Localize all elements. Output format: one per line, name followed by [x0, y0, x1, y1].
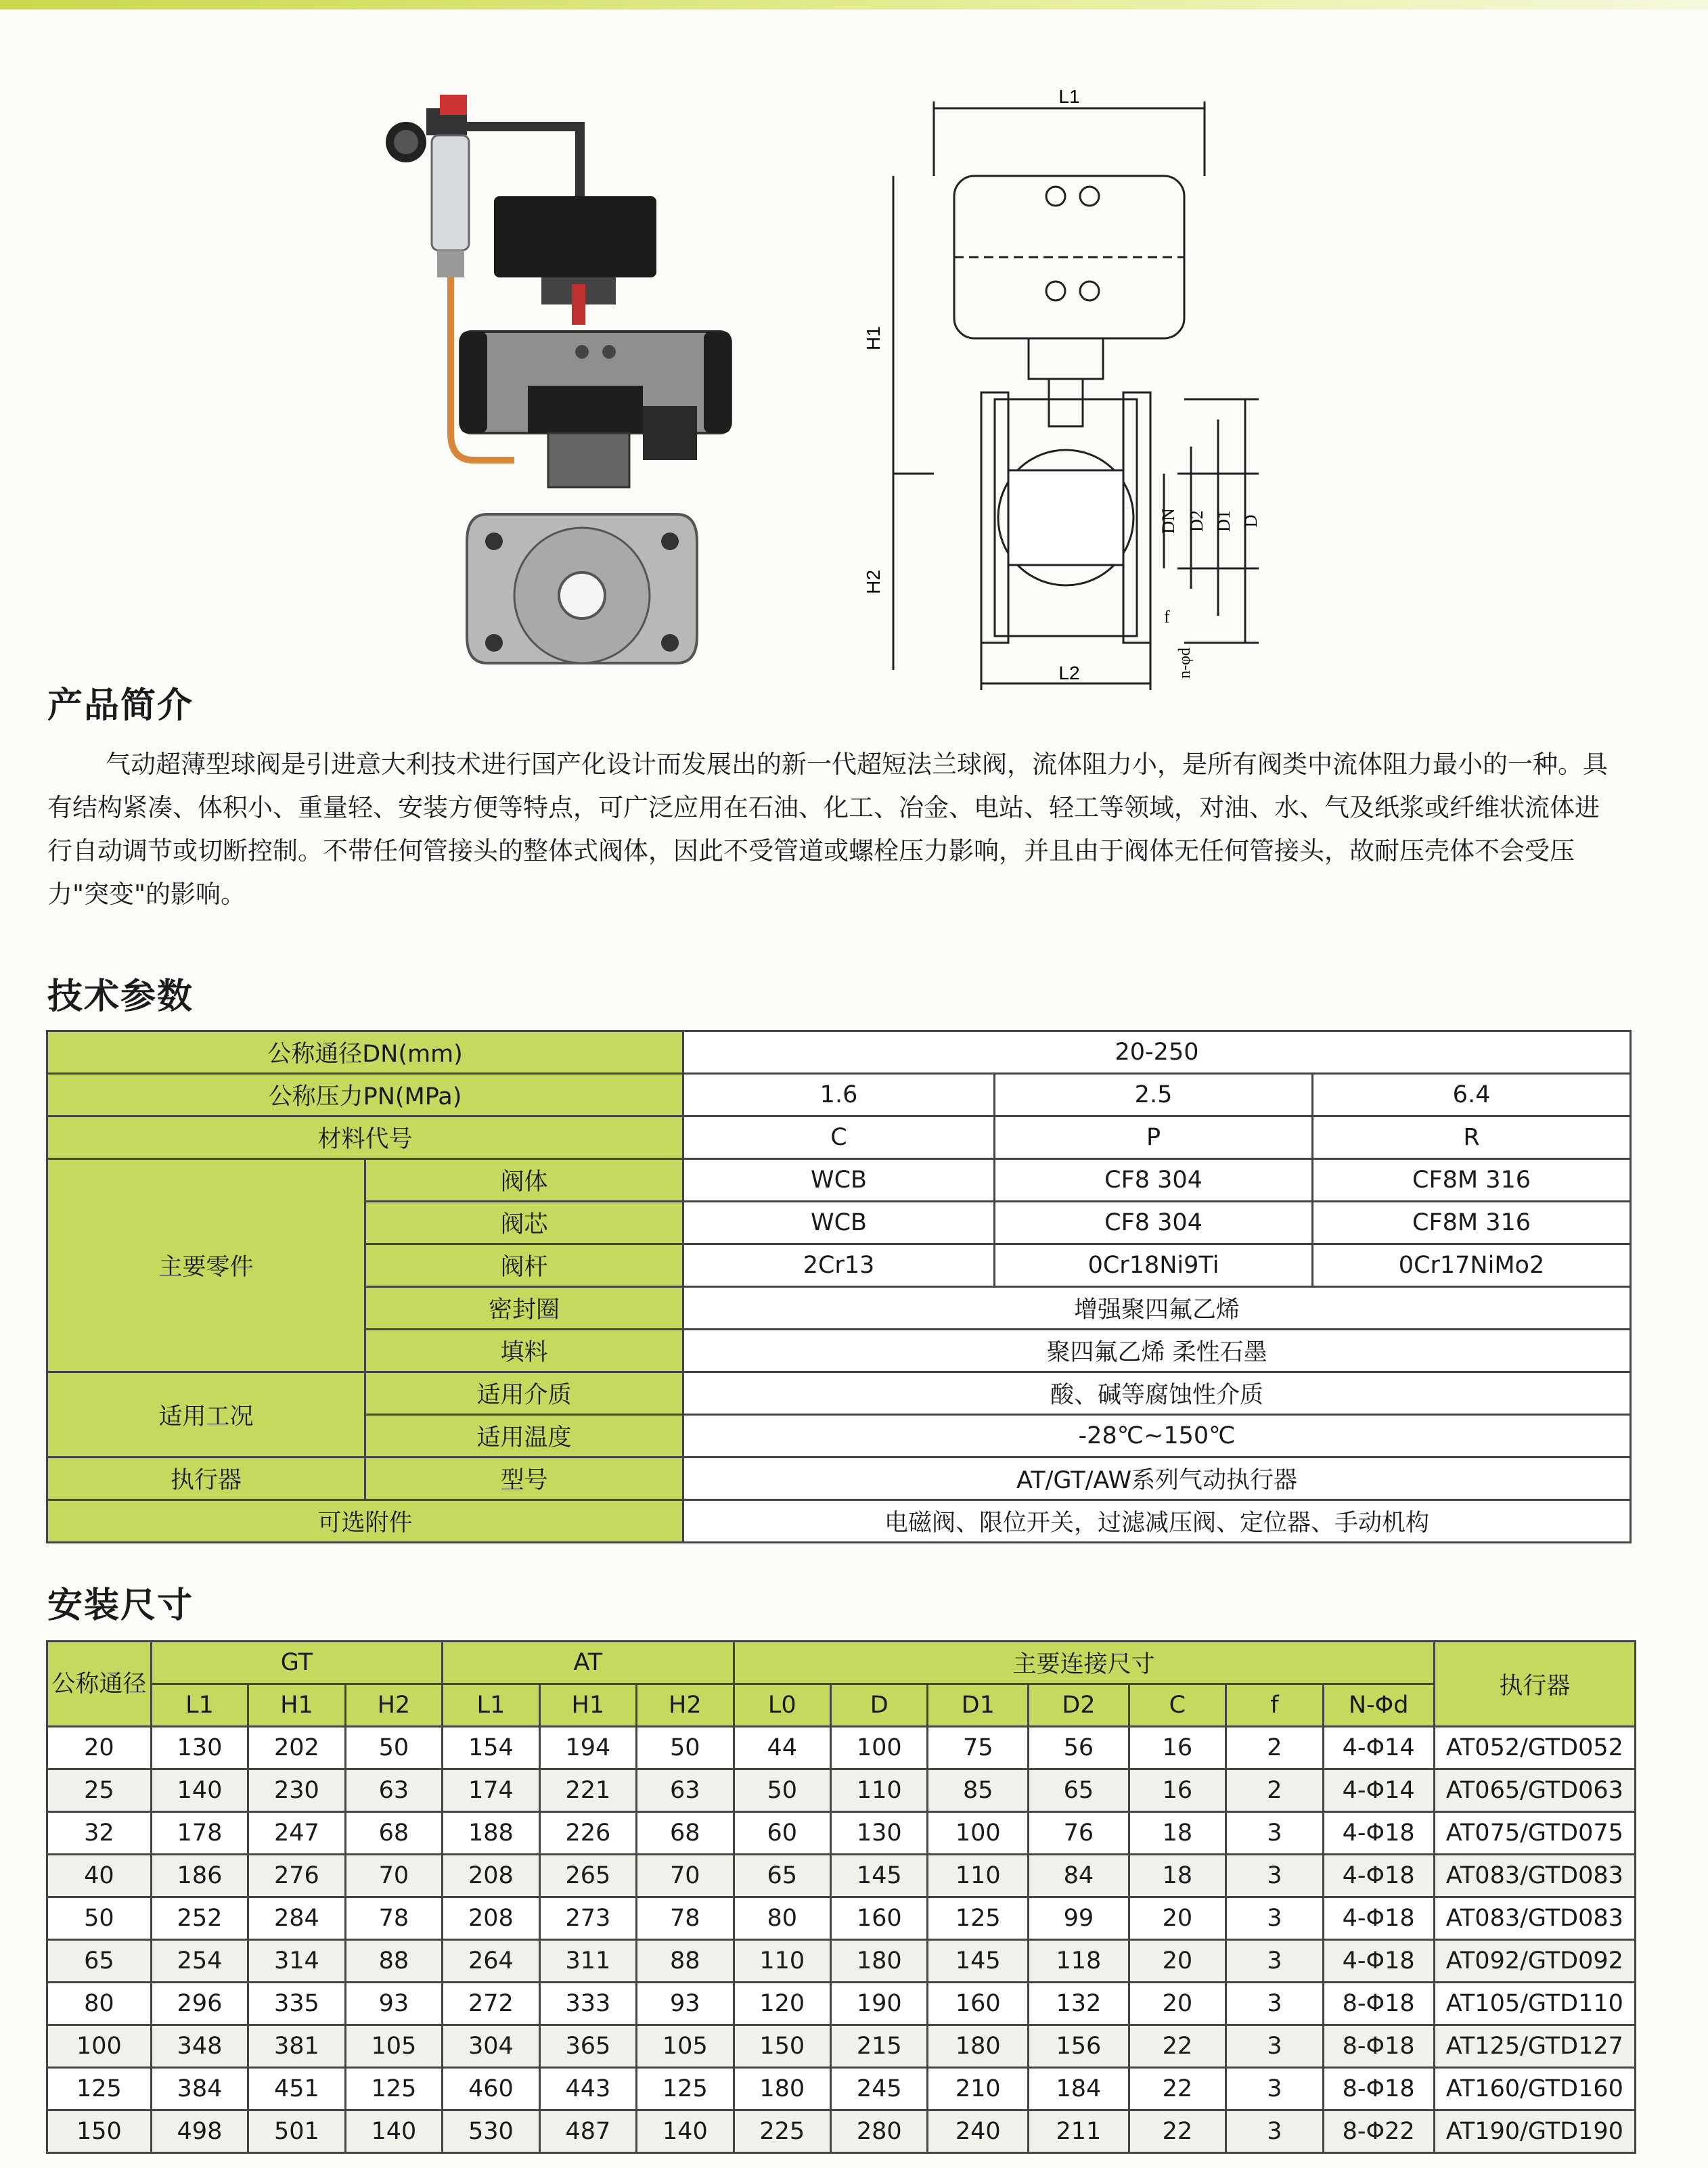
table-cell: 50 [345, 1727, 442, 1769]
table-cell: 140 [637, 2110, 734, 2153]
table-cell: 272 [443, 1983, 539, 2025]
sub-header: D [831, 1684, 928, 1727]
condition-label: 适用工况 [47, 1372, 365, 1458]
table-cell: 75 [928, 1727, 1029, 1769]
table-cell: 70 [345, 1855, 442, 1897]
dimension-drawing [863, 81, 1272, 690]
intro-paragraph: 气动超薄型球阀是引进意大利技术进行国产化设计而发展出的新一代超短法兰球阀，流体阻力小，是所有阀类中流体阻力最小的一种。具有结构紧凑、体积小、重量轻、安装方便等特点，可广泛应用在石油、化工、冶金、电站、轻工等领域，对油、水、气及纸浆或纤维状流体进行自动调节或切断控制。不带任何管接头的整体式阀体，因此不受管道或螺栓压力影响，并且由于阀体无任何管接头，故耐压壳体不会受压力"突变"的影响。 [47, 750, 1608, 909]
table-cell: 284 [248, 1897, 345, 1940]
table-cell: 296 [151, 1983, 248, 2025]
table-cell: AT065/GTD063 [1434, 1769, 1635, 1812]
table-cell: 80 [47, 1983, 152, 2025]
table-cell: 22 [1129, 2068, 1226, 2110]
table-cell: 93 [637, 1983, 734, 2025]
tech-row-dn [47, 1031, 1631, 1074]
table-cell: 32 [47, 1812, 152, 1855]
gt-header: GT [151, 1642, 442, 1684]
table-cell: 3 [1226, 1940, 1323, 1983]
table-cell: 443 [539, 2068, 636, 2110]
table-cell: 348 [151, 2025, 248, 2068]
tech-row-medium [47, 1372, 1631, 1415]
table-cell: 230 [248, 1769, 345, 1812]
dn-header: 公称通径 [47, 1642, 152, 1727]
table-cell: 2 [1226, 1769, 1323, 1812]
table-cell: 20 [1129, 1983, 1226, 2025]
tech-row-material [47, 1116, 1631, 1159]
table-cell: 18 [1129, 1855, 1226, 1897]
table-cell: 154 [443, 1727, 539, 1769]
sub-header: L1 [151, 1684, 248, 1727]
table-cell: 273 [539, 1897, 636, 1940]
tech-row-body [47, 1159, 1631, 1202]
table-cell: 68 [637, 1812, 734, 1855]
seal-value: 增强聚四氟乙烯 [683, 1287, 1631, 1330]
table-cell: 22 [1129, 2110, 1226, 2153]
table-cell: 110 [831, 1769, 928, 1812]
temp-label: 适用温度 [365, 1415, 683, 1458]
table-cell: 384 [151, 2068, 248, 2110]
table-cell: 130 [151, 1727, 248, 1769]
table-cell: 145 [928, 1940, 1029, 1983]
table-cell: 180 [831, 1940, 928, 1983]
table-cell: 335 [248, 1983, 345, 2025]
stem-value: 2Cr13 [683, 1244, 995, 1287]
top-accent-line [0, 0, 1708, 9]
table-cell: 530 [443, 2110, 539, 2153]
table-cell: 3 [1226, 1812, 1323, 1855]
table-cell: 20 [1129, 1897, 1226, 1940]
table-cell: 68 [345, 1812, 442, 1855]
table-cell: 211 [1029, 2110, 1129, 2153]
table-cell: 460 [443, 2068, 539, 2110]
table-cell: 8-Φ18 [1323, 2025, 1434, 2068]
table-cell: 63 [345, 1769, 442, 1812]
table-row [47, 1897, 1636, 1940]
table-cell: 186 [151, 1855, 248, 1897]
table-cell: 3 [1226, 1897, 1323, 1940]
table-cell: 240 [928, 2110, 1029, 2153]
dims-table [46, 1640, 1636, 2154]
table-cell: 130 [831, 1812, 928, 1855]
table-cell: 4-Φ18 [1323, 1855, 1434, 1897]
table-cell: 194 [539, 1727, 636, 1769]
table-cell: 125 [637, 2068, 734, 2110]
table-cell: 50 [734, 1769, 830, 1812]
table-cell: 8-Φ18 [1323, 2068, 1434, 2110]
core-value: CF8M 316 [1313, 1202, 1631, 1244]
product-photo [379, 81, 758, 677]
table-cell: 254 [151, 1940, 248, 1983]
table-cell: AT052/GTD052 [1434, 1727, 1635, 1769]
label-l1: L1 [1058, 86, 1080, 107]
table-cell: 56 [1029, 1727, 1129, 1769]
table-cell: 120 [734, 1983, 830, 2025]
pn-value: 1.6 [683, 1074, 995, 1116]
table-row [47, 2110, 1636, 2153]
body-value: CF8 304 [995, 1159, 1313, 1202]
table-cell: AT092/GTD092 [1434, 1940, 1635, 1983]
table-cell: 160 [928, 1983, 1029, 2025]
label-h1: H1 [863, 326, 884, 351]
table-cell: 88 [637, 1940, 734, 1983]
at-header: AT [443, 1642, 734, 1684]
tech-row-pn [47, 1074, 1631, 1116]
dn-label: 公称通径DN(mm) [47, 1031, 683, 1074]
table-cell: AT105/GTD110 [1434, 1983, 1635, 2025]
table-cell: 311 [539, 1940, 636, 1983]
table-cell: 180 [928, 2025, 1029, 2068]
label-d: D [1241, 514, 1261, 528]
positioner-box [494, 196, 656, 325]
table-cell: 4-Φ18 [1323, 1897, 1434, 1940]
stem-value: 0Cr17NiMo2 [1313, 1244, 1631, 1287]
table-cell: 225 [734, 2110, 830, 2153]
optional-value: 电磁阀、限位开关，过滤减压阀、定位器、手动机构 [683, 1500, 1631, 1543]
pn-value: 2.5 [995, 1074, 1313, 1116]
table-cell: 20 [47, 1727, 152, 1769]
actuator-label: 执行器 [47, 1458, 365, 1500]
table-cell: 3 [1226, 2025, 1323, 2068]
table-cell: 314 [248, 1940, 345, 1983]
pn-label: 公称压力PN(MPa) [47, 1074, 683, 1116]
table-cell: 202 [248, 1727, 345, 1769]
packing-value: 聚四氟乙烯 柔性石墨 [683, 1330, 1631, 1372]
table-cell: 365 [539, 2025, 636, 2068]
intro-text-block [47, 743, 1617, 916]
material-code: R [1313, 1116, 1631, 1159]
core-label: 阀芯 [365, 1202, 683, 1244]
dims-title: 安装尺寸 [47, 1585, 194, 1626]
table-cell: 264 [443, 1940, 539, 1983]
table-cell: 247 [248, 1812, 345, 1855]
table-row [47, 2068, 1636, 2110]
table-cell: 487 [539, 2110, 636, 2153]
valve-body [467, 514, 697, 663]
table-cell: 4-Φ18 [1323, 1940, 1434, 1983]
table-cell: 210 [928, 2068, 1029, 2110]
table-cell: 50 [637, 1727, 734, 1769]
sub-header: N-Φd [1323, 1684, 1434, 1727]
table-cell: 125 [928, 1897, 1029, 1940]
medium-value: 酸、碱等腐蚀性介质 [683, 1372, 1631, 1415]
table-cell: 105 [637, 2025, 734, 2068]
sub-header: L1 [443, 1684, 539, 1727]
table-cell: 3 [1226, 1983, 1323, 2025]
table-cell: 99 [1029, 1897, 1129, 1940]
table-cell: 78 [637, 1897, 734, 1940]
table-cell: 125 [345, 2068, 442, 2110]
table-row [47, 1769, 1636, 1812]
body-label: 阀体 [365, 1159, 683, 1202]
table-cell: 16 [1129, 1769, 1226, 1812]
table-cell: 208 [443, 1897, 539, 1940]
table-cell: 63 [637, 1769, 734, 1812]
label-d2: D2 [1187, 510, 1207, 532]
table-cell: 221 [539, 1769, 636, 1812]
table-cell: 8-Φ18 [1323, 1983, 1434, 2025]
table-cell: 174 [443, 1769, 539, 1812]
table-cell: 3 [1226, 1855, 1323, 1897]
table-cell: AT075/GTD075 [1434, 1812, 1635, 1855]
material-code: P [995, 1116, 1313, 1159]
stem-label: 阀杆 [365, 1244, 683, 1287]
table-cell: 180 [734, 2068, 830, 2110]
table-cell: 265 [539, 1855, 636, 1897]
table-cell: 451 [248, 2068, 345, 2110]
model-label: 型号 [365, 1458, 683, 1500]
model-value: AT/GT/AW系列气动执行器 [683, 1458, 1631, 1500]
bracket [548, 433, 629, 487]
table-cell: 105 [345, 2025, 442, 2068]
table-cell: 150 [734, 2025, 830, 2068]
dims-subheader-row [47, 1684, 1636, 1727]
table-cell: 65 [1029, 1769, 1129, 1812]
table-cell: 304 [443, 2025, 539, 2068]
label-dn: DN [1159, 508, 1178, 534]
table-cell: 65 [734, 1855, 830, 1897]
dims-header-row [47, 1642, 1636, 1684]
table-cell: 78 [345, 1897, 442, 1940]
table-cell: 88 [345, 1940, 442, 1983]
table-cell: 188 [443, 1812, 539, 1855]
medium-label: 适用介质 [365, 1372, 683, 1415]
table-cell: 22 [1129, 2025, 1226, 2068]
intro-title: 产品简介 [47, 685, 194, 726]
table-cell: 280 [831, 2110, 928, 2153]
dn-value: 20-250 [683, 1031, 1631, 1074]
pn-value: 6.4 [1313, 1074, 1631, 1116]
table-cell: 100 [47, 2025, 152, 2068]
table-cell: 333 [539, 1983, 636, 2025]
table-cell: 110 [734, 1940, 830, 1983]
label-l2: L2 [1058, 662, 1080, 683]
sub-header: L0 [734, 1684, 830, 1727]
table-cell: 125 [47, 2068, 152, 2110]
material-label: 材料代号 [47, 1116, 683, 1159]
temp-value: -28℃~150℃ [683, 1415, 1631, 1458]
table-cell: AT190/GTD190 [1434, 2110, 1635, 2153]
table-cell: 80 [734, 1897, 830, 1940]
table-cell: 132 [1029, 1983, 1129, 2025]
table-cell: AT083/GTD083 [1434, 1897, 1635, 1940]
tech-table [46, 1030, 1632, 1543]
table-row [47, 1983, 1636, 2025]
table-cell: 381 [248, 2025, 345, 2068]
table-cell: 140 [345, 2110, 442, 2153]
core-value: CF8 304 [995, 1202, 1313, 1244]
actuator-header: 执行器 [1434, 1642, 1635, 1727]
table-cell: 118 [1029, 1940, 1129, 1983]
table-cell: 276 [248, 1855, 345, 1897]
table-cell: 93 [345, 1983, 442, 2025]
table-cell: 16 [1129, 1727, 1226, 1769]
table-cell: 4-Φ14 [1323, 1769, 1434, 1812]
table-cell: 84 [1029, 1855, 1129, 1897]
table-cell: 76 [1029, 1812, 1129, 1855]
table-cell: 2 [1226, 1727, 1323, 1769]
table-cell: 190 [831, 1983, 928, 2025]
label-h2: H2 [863, 570, 884, 594]
table-cell: 184 [1029, 2068, 1129, 2110]
table-cell: 25 [47, 1769, 152, 1812]
sub-header: H1 [539, 1684, 636, 1727]
table-cell: 150 [47, 2110, 152, 2153]
table-cell: 501 [248, 2110, 345, 2153]
table-cell: 20 [1129, 1940, 1226, 1983]
table-row [47, 2025, 1636, 2068]
table-cell: 208 [443, 1855, 539, 1897]
sub-header: f [1226, 1684, 1323, 1727]
sub-header: H2 [345, 1684, 442, 1727]
table-row [47, 1855, 1636, 1897]
table-cell: 40 [47, 1855, 152, 1897]
table-cell: 252 [151, 1897, 248, 1940]
table-cell: 70 [637, 1855, 734, 1897]
table-cell: 100 [928, 1812, 1029, 1855]
tech-row-actuator [47, 1458, 1631, 1500]
table-cell: 60 [734, 1812, 830, 1855]
table-cell: 18 [1129, 1812, 1226, 1855]
optional-label: 可选附件 [47, 1500, 683, 1543]
table-cell: AT160/GTD160 [1434, 2068, 1635, 2110]
sub-header: C [1129, 1684, 1226, 1727]
tech-row-optional [47, 1500, 1631, 1543]
table-cell: 8-Φ22 [1323, 2110, 1434, 2153]
table-cell: 4-Φ18 [1323, 1812, 1434, 1855]
seal-label: 密封圈 [365, 1287, 683, 1330]
stem-value: 0Cr18Ni9Ti [995, 1244, 1313, 1287]
table-cell: 100 [831, 1727, 928, 1769]
table-cell: 50 [47, 1897, 152, 1940]
table-cell: AT083/GTD083 [1434, 1855, 1635, 1897]
table-cell: 178 [151, 1812, 248, 1855]
table-cell: 110 [928, 1855, 1029, 1897]
sub-header: H2 [637, 1684, 734, 1727]
table-cell: 65 [47, 1940, 152, 1983]
table-cell: 4-Φ14 [1323, 1727, 1434, 1769]
core-value: WCB [683, 1202, 995, 1244]
table-cell: AT125/GTD127 [1434, 2025, 1635, 2068]
table-cell: 145 [831, 1855, 928, 1897]
table-row [47, 1940, 1636, 1983]
label-nd: n-φd [1176, 648, 1194, 679]
sub-header: D2 [1029, 1684, 1129, 1727]
table-cell: 85 [928, 1769, 1029, 1812]
table-cell: 3 [1226, 2110, 1323, 2153]
table-row [47, 1727, 1636, 1769]
main-parts-label: 主要零件 [47, 1159, 365, 1372]
table-cell: 498 [151, 2110, 248, 2153]
tech-title: 技术参数 [47, 976, 194, 1017]
dims-body [47, 1727, 1636, 2153]
label-d1: D1 [1214, 510, 1234, 532]
table-cell: 156 [1029, 2025, 1129, 2068]
table-cell: 140 [151, 1769, 248, 1812]
body-value: CF8M 316 [1313, 1159, 1631, 1202]
sub-header: D1 [928, 1684, 1029, 1727]
table-cell: 160 [831, 1897, 928, 1940]
material-code: C [683, 1116, 995, 1159]
packing-label: 填料 [365, 1330, 683, 1372]
table-cell: 3 [1226, 2068, 1323, 2110]
sub-header: H1 [248, 1684, 345, 1727]
body-value: WCB [683, 1159, 995, 1202]
connection-header: 主要连接尺寸 [734, 1642, 1434, 1684]
table-cell: 245 [831, 2068, 928, 2110]
table-cell: 44 [734, 1727, 830, 1769]
table-cell: 226 [539, 1812, 636, 1855]
label-f: f [1164, 607, 1170, 627]
table-cell: 215 [831, 2025, 928, 2068]
table-row [47, 1812, 1636, 1855]
